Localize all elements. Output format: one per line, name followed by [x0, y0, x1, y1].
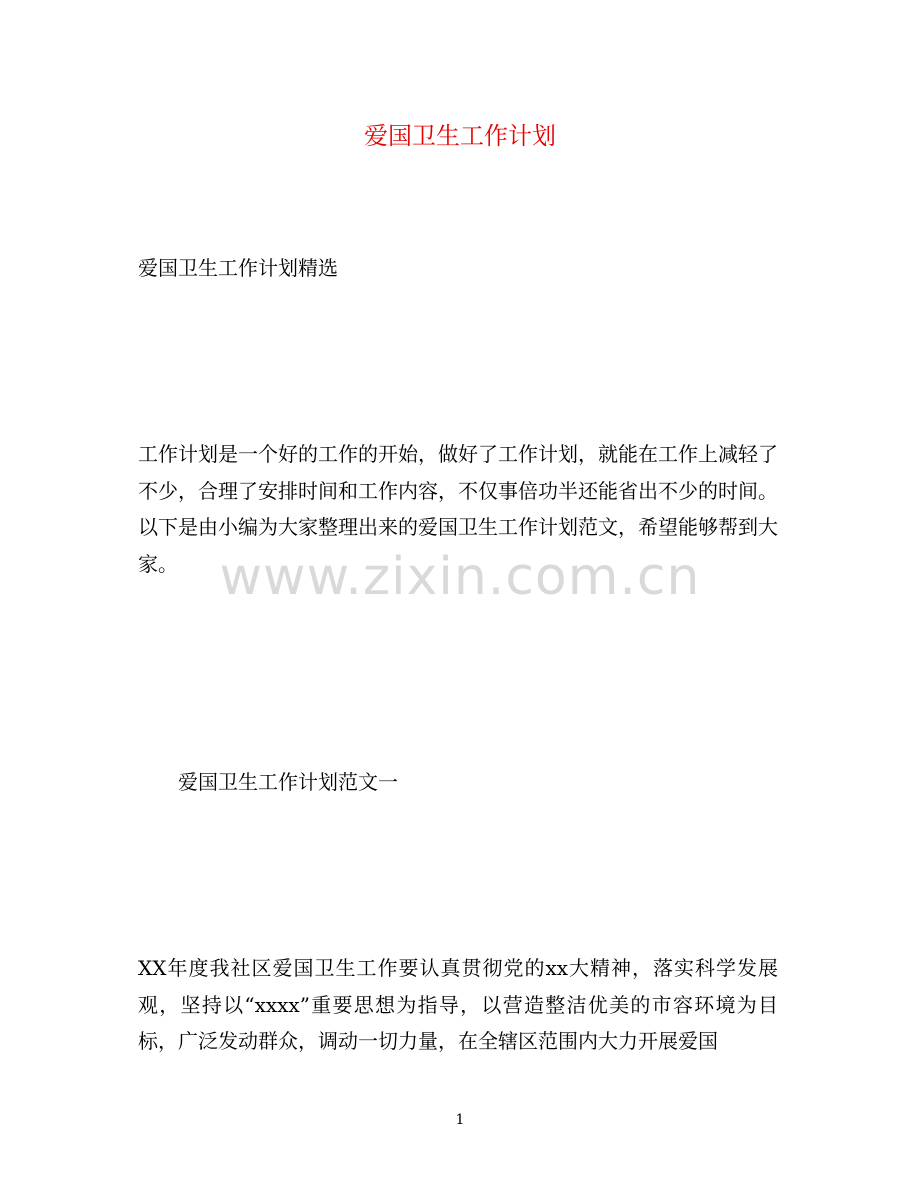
- document-subtitle: 爱国卫生工作计划精选: [138, 256, 338, 280]
- section-heading: 爱国卫生工作计划范文一: [178, 770, 398, 794]
- section-paragraph: XX年度我社区爱国卫生工作要认真贯彻党的xx大精神，落实科学发展观，坚持以“xxxx”重要思想为指导，以营造整洁优美的市容环境为目标，广泛发动群众，调动一切力量，在全辖区范围内大力开展爱国: [138, 956, 778, 1054]
- watermark-text: www.zixin.com.cn: [219, 547, 701, 607]
- page-number: 1: [455, 1112, 465, 1128]
- intro-paragraph: 工作计划是一个好的工作的开始，做好了工作计划，就能在工作上减轻了不少，合理了安排时间和工作内容，不仅事倍功半还能省出不少的时间。以下是由小编为大家整理出来的爱国卫生工作计划范文，希望能够帮到大家。: [138, 442, 778, 576]
- document-title: 爱国卫生工作计划: [364, 122, 556, 150]
